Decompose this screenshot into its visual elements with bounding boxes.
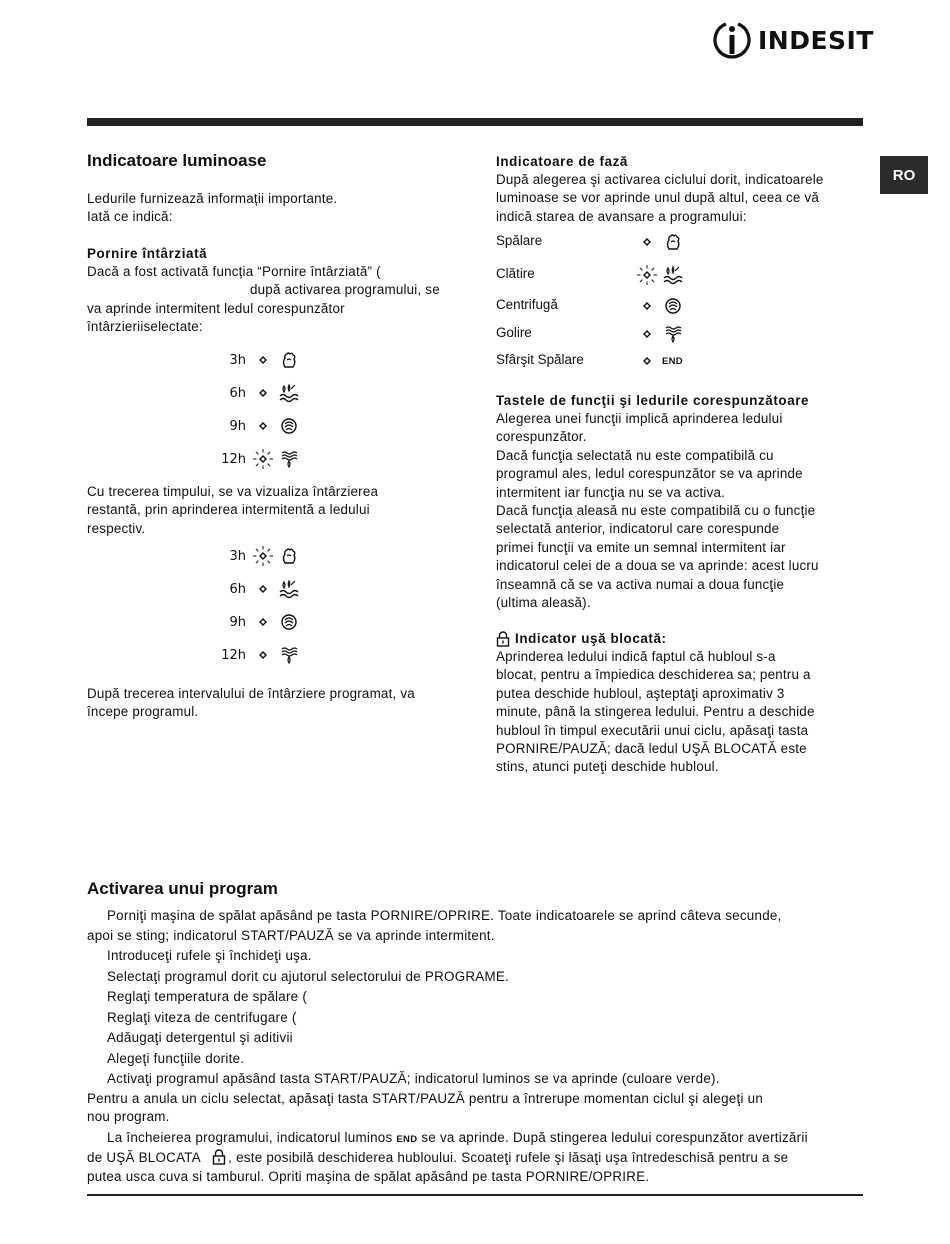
delay-indicator-row xyxy=(214,578,302,600)
language-tab: RO xyxy=(880,156,928,194)
delay-line: Dacă a fost activată funcția “Pornire întârziată” ( xyxy=(87,264,381,279)
intro-text xyxy=(87,190,337,227)
phase-name: Spălare xyxy=(496,233,543,248)
function-text xyxy=(496,410,819,612)
led-icon xyxy=(636,323,658,345)
end-text: de UŞĂ BLOCATA xyxy=(87,1150,201,1165)
intro-line: Ledurile furnizează informații importante. xyxy=(87,191,338,206)
program-line: nou program. xyxy=(87,1109,170,1124)
drain-icon xyxy=(276,644,302,666)
led-icon xyxy=(636,231,658,253)
middle-line: Cu trecerea timpului, se va vizualiza întârzierea xyxy=(87,484,379,499)
delay-indicator-row xyxy=(214,545,302,567)
lock-line: hubloul în timpul executării unui ciclu, apăsaţi tasta xyxy=(496,722,809,738)
function-line: corespunzător. xyxy=(496,429,587,445)
middle-line: restantă, prin aprinderea intermitentă a ledului xyxy=(87,502,370,518)
led-blinking-icon xyxy=(252,545,274,567)
led-icon xyxy=(252,349,274,371)
delay-indicator-row xyxy=(214,349,302,371)
led-icon xyxy=(252,644,274,666)
padlock-icon xyxy=(212,1149,226,1165)
delay-label: 9h xyxy=(229,418,246,434)
phase-text xyxy=(496,171,824,226)
after-line: După trecerea intervalului de întârziere programat, va xyxy=(87,686,415,701)
lock-line: stins, atunci puteţi deschide hubloul. xyxy=(496,759,719,775)
delay-heading: Pornire întârziată xyxy=(87,246,208,261)
padlock-icon xyxy=(496,631,510,647)
phase-line: După alegerea şi activarea ciclului dorit, indicatoarele xyxy=(496,172,824,187)
delay-indicator-row xyxy=(214,611,302,633)
function-heading: Tastele de funcţii şi ledurile corespunzătoare xyxy=(496,393,810,408)
function-line: primei funcţii va emite un semnal intermitent iar xyxy=(496,539,786,555)
section-title-program: Activarea unui program xyxy=(87,879,278,898)
function-line: programul ales, ledul corespunzător se va aprinde xyxy=(496,466,803,482)
middle-line: respectiv. xyxy=(87,520,146,536)
program-line: apoi se sting; indicatorul START/PAUZĂ se va aprinde intermitent. xyxy=(87,927,495,943)
lock-line: putea deschide hubloul, aşteptaţi aproximativ 3 xyxy=(496,685,785,701)
delay-line: după activarea programului, se xyxy=(250,282,440,298)
led-icon xyxy=(252,415,274,437)
program-end-line xyxy=(87,1149,863,1168)
function-line: (ultima aleasă). xyxy=(496,595,591,611)
phase-row xyxy=(496,325,696,345)
phase-line: indică starea de avansare a programului: xyxy=(496,208,747,224)
phase-row xyxy=(496,352,696,372)
led-icon xyxy=(636,295,658,317)
delay-text xyxy=(87,263,457,337)
delay-label: 12h xyxy=(221,451,246,467)
delay-label: 9h xyxy=(229,614,246,630)
wash-icon xyxy=(276,349,302,371)
rinse-icon xyxy=(276,382,302,404)
delay-line: va aprinde intermitent ledul corespunzător xyxy=(87,300,345,316)
brand-logo xyxy=(712,20,874,60)
wash-icon xyxy=(276,545,302,567)
wash-icon xyxy=(660,231,686,253)
function-line: Dacă funcţia selectată nu este compatibilă cu xyxy=(496,447,774,463)
led-icon xyxy=(252,611,274,633)
led-icon xyxy=(252,415,274,437)
led-blinking-icon xyxy=(252,448,274,470)
phase-name: Clătire xyxy=(496,266,535,281)
program-step: Adăugaţi detergentul şi aditivii xyxy=(107,1030,293,1045)
after-line: începe programul. xyxy=(87,704,199,720)
spin-icon xyxy=(276,415,302,437)
led-icon xyxy=(636,350,658,372)
function-line: Dacă funcţia aleasă nu este compatibilă cu o funcţie xyxy=(496,503,816,519)
phase-line: luminoase se vor aprinde unul după altul, ceea ce vă xyxy=(496,190,820,206)
program-line: Pentru a anula un ciclu selectat, apăsaţi tasta START/PAUZĂ pentru a întrerupe momentan ciclul şi alegeţi un xyxy=(87,1090,764,1106)
phase-row xyxy=(496,297,696,317)
lock-line: minute, până la stingerea ledului. Pentru a deschide xyxy=(496,704,815,720)
led-icon xyxy=(636,231,658,253)
led-blinking-icon xyxy=(252,448,274,470)
led-icon xyxy=(252,382,274,404)
delay-label: 12h xyxy=(221,647,246,663)
delay-indicator-row xyxy=(214,415,302,437)
rinse-icon xyxy=(660,264,686,286)
lock-heading-label: Indicator uşă blocată: xyxy=(515,631,667,646)
program-step: Activaţi programul apăsând tasta START/PAUZĂ; indicatorul luminos se va aprinde (culoare verde). xyxy=(107,1071,720,1086)
led-blinking-icon xyxy=(252,545,274,567)
led-icon xyxy=(252,349,274,371)
end-text: se va aprinde. După stingerea ledului corespunzător avertizării xyxy=(421,1129,808,1145)
end-badge: END xyxy=(396,1133,418,1145)
function-line: indicatorul celei de a doua se va aprinde: acest lucru xyxy=(496,558,819,574)
led-icon xyxy=(252,578,274,600)
delay-label: 3h xyxy=(229,548,246,564)
delay-label: 6h xyxy=(229,385,246,401)
phase-name: Sfârşit Spălare xyxy=(496,352,584,367)
phase-row xyxy=(496,233,696,253)
led-icon xyxy=(636,350,658,372)
rinse-icon xyxy=(276,578,302,600)
middle-text xyxy=(87,483,378,538)
lock-text xyxy=(496,648,815,777)
function-line: Alegerea unei funcţii implică aprinderea ledului xyxy=(496,411,783,426)
spin-icon xyxy=(660,295,686,317)
program-step: Alegeţi funcţiile dorite. xyxy=(107,1050,245,1066)
lock-heading xyxy=(496,630,667,648)
phase-row xyxy=(496,266,696,286)
program-instructions xyxy=(87,906,863,1186)
led-icon xyxy=(636,323,658,345)
intro-line: Iată ce indică: xyxy=(87,209,173,225)
after-text xyxy=(87,685,415,722)
end-icon xyxy=(662,350,688,372)
lock-line: blocat, pentru a împiedica deschiderea sa; pentru a xyxy=(496,667,811,683)
lock-line: Aprinderea ledului indică faptul că hubloul s-a xyxy=(496,649,776,664)
delay-indicator-row xyxy=(214,644,302,666)
function-line: intermitent iar funcţia nu se va activa. xyxy=(496,484,726,500)
drain-icon xyxy=(276,448,302,470)
drain-icon xyxy=(660,323,686,345)
led-icon xyxy=(636,295,658,317)
function-line: înseamnă că se va activa numai a doua funcţie xyxy=(496,576,785,592)
spin-icon xyxy=(276,611,302,633)
led-icon xyxy=(252,382,274,404)
brand-mark-icon xyxy=(712,20,752,60)
section-title-indicators: Indicatoare luminoase xyxy=(87,151,267,170)
delay-indicator-row xyxy=(214,448,302,470)
brand-name: INDESIT xyxy=(758,25,874,55)
led-blinking-icon xyxy=(636,264,658,286)
led-icon xyxy=(252,578,274,600)
phase-name: Centrifugă xyxy=(496,297,558,312)
program-line: Porniţi maşina de spălat apăsând pe tasta PORNIRE/OPRIRE. Toate indicatoarele se aprind câteva secunde, xyxy=(107,908,782,923)
program-line: putea usca cuva si tamburul. Opriti maşina de spălat apăsând pe tasta PORNIRE/OPRIRE. xyxy=(87,1168,650,1184)
program-step: Reglaţi viteza de centrifugare ( xyxy=(107,1009,297,1025)
led-icon xyxy=(252,644,274,666)
led-blinking-icon xyxy=(636,264,658,286)
end-text: La încheierea programului, indicatorul luminos xyxy=(107,1129,393,1145)
led-icon xyxy=(252,611,274,633)
program-step: Introduceţi rufele şi închideţi uşa. xyxy=(107,948,312,963)
phase-name: Golire xyxy=(496,325,532,340)
delay-label: 6h xyxy=(229,581,246,597)
program-end-line xyxy=(87,1129,863,1150)
end-badge: END xyxy=(662,355,683,367)
function-line: selectată anterior, indicatorul care corespunde xyxy=(496,521,780,537)
phase-heading: Indicatoare de fază xyxy=(496,154,628,169)
end-text: , este posibilă deschiderea hubloului. Scoateţi rufele şi lăsaţi uşa întredeschisă pentru a se xyxy=(228,1150,789,1165)
lock-line: PORNIRE/PAUZĂ; dacă ledul UŞĂ BLOCATĂ este xyxy=(496,741,807,757)
program-step: Reglaţi temperatura de spălare ( xyxy=(107,989,308,1004)
top-divider xyxy=(87,118,863,126)
delay-label: 3h xyxy=(229,352,246,368)
bottom-divider xyxy=(87,1194,863,1196)
delay-indicator-row xyxy=(214,382,302,404)
program-step: Selectaţi programul dorit cu ajutorul selectorului de PROGRAME. xyxy=(107,968,510,984)
delay-line: întârzieriiselectate: xyxy=(87,319,203,335)
